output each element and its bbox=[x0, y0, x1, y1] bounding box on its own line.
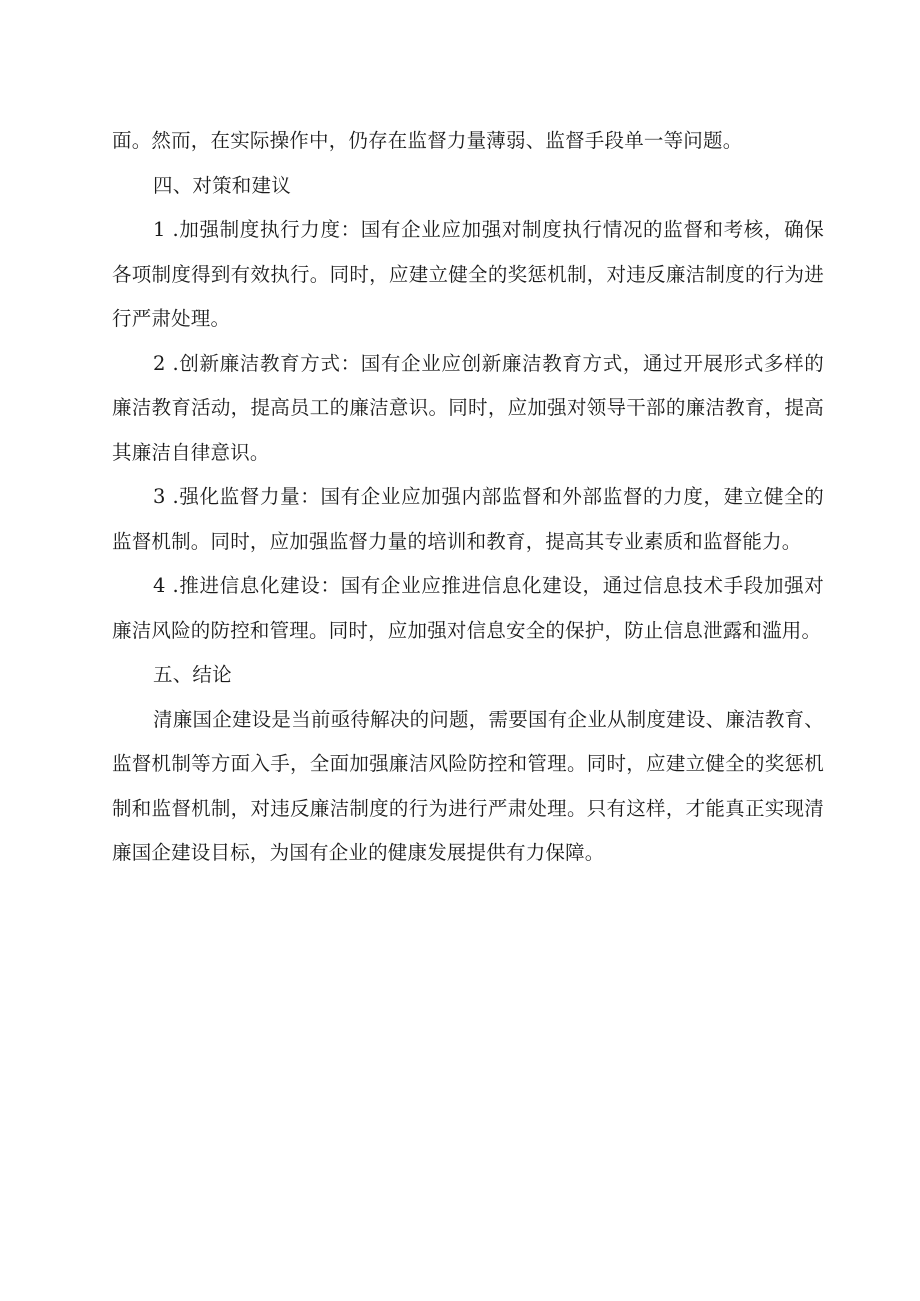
item-paragraph-3: 3 .强化监督力量：国有企业应加强内部监督和外部监督的力度，建立健全的监督机制。同时，应加强监督力量的培训和教育，提高其专业素质和监督能力。 bbox=[112, 485, 824, 553]
continuation-paragraph: 面。然而，在实际操作中，仍存在监督力量薄弱、监督手段单一等问题。 bbox=[112, 129, 743, 152]
section-heading-conclusion: 五、结论 bbox=[153, 663, 232, 686]
document-body bbox=[112, 119, 824, 876]
conclusion-paragraph: 清廉国企建设是当前亟待解决的问题，需要国有企业从制度建设、廉洁教育、监督机制等方面入手，全面加强廉洁风险防控和管理。同时，应建立健全的奖惩机制和监督机制，对违反廉洁制度的行为进行严肃处理。只有这样，才能真正实现清廉国企建设目标，为国有企业的健康发展提供有力保障。 bbox=[112, 707, 824, 864]
item-paragraph-2: 2 .创新廉洁教育方式：国有企业应创新廉洁教育方式，通过开展形式多样的廉洁教育活动，提高员工的廉洁意识。同时，应加强对领导干部的廉洁教育，提高其廉洁自律意识。 bbox=[112, 351, 824, 464]
item-paragraph-4: 4 .推进信息化建设：国有企业应推进信息化建设，通过信息技术手段加强对廉洁风险的防控和管理。同时，应加强对信息安全的保护，防止信息泄露和滥用。 bbox=[112, 574, 824, 642]
item-paragraph-1: 1 .加强制度执行力度：国有企业应加强对制度执行情况的监督和考核，确保各项制度得到有效执行。同时，应建立健全的奖惩机制，对违反廉洁制度的行为进行严肃处理。 bbox=[112, 218, 824, 330]
section-heading-countermeasures: 四、对策和建议 bbox=[153, 173, 291, 197]
